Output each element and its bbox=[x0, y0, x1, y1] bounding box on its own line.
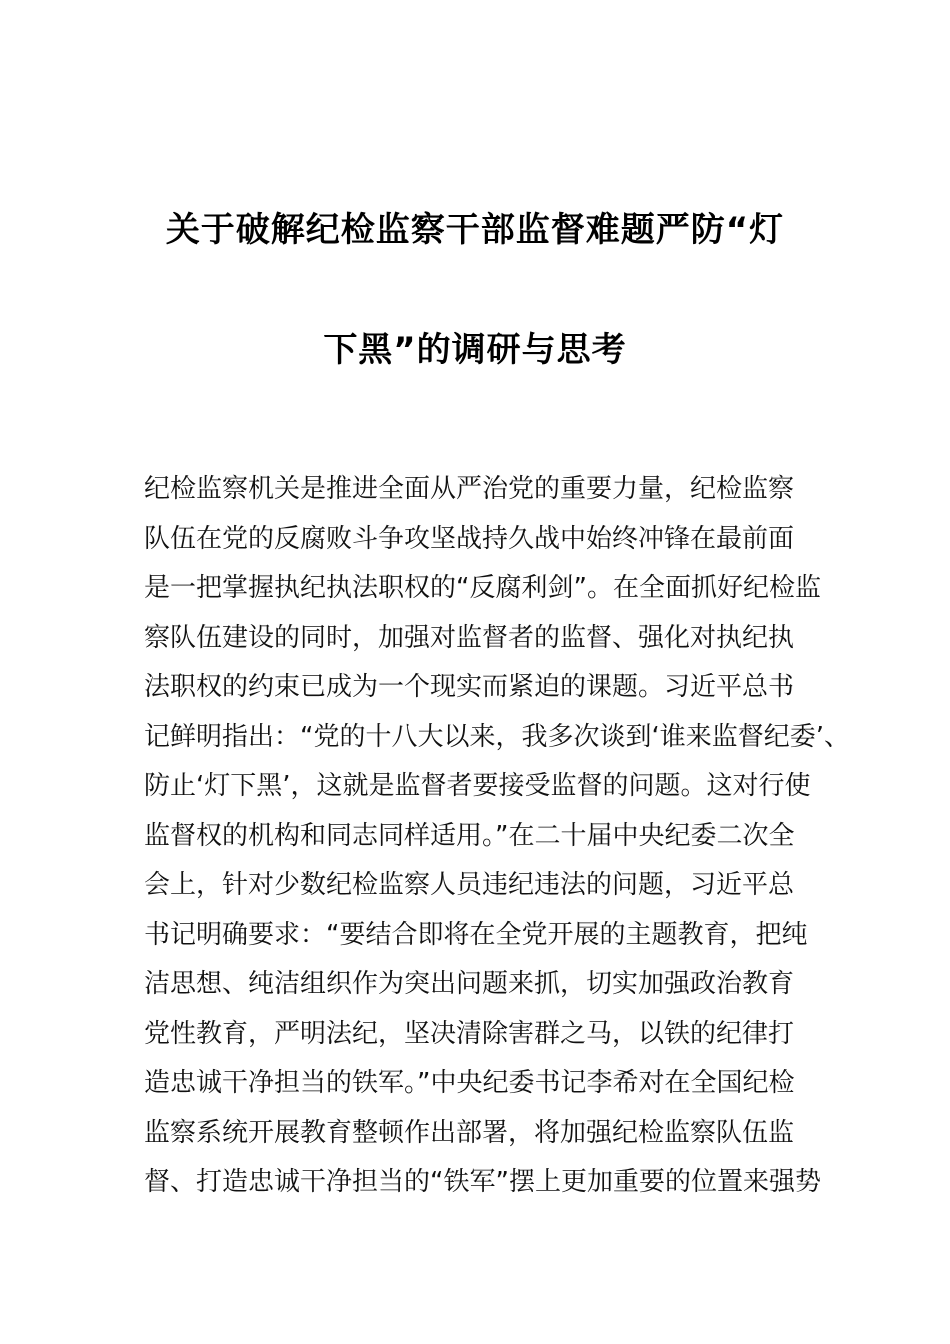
body-line: 书记明确要求：“要结合即将在全党开展的主题教育，把纯 bbox=[144, 919, 808, 950]
document-title-line-1: 关于破解纪检监察干部监督难题严防“灯 bbox=[165, 210, 785, 250]
body-line: 监督权的机构和同志同样适用。”在二十届中央纪委二次全 bbox=[144, 820, 795, 851]
document-body bbox=[144, 465, 850, 1208]
body-line: 监察系统开展教育整顿作出部署，将加强纪检监察队伍监 bbox=[144, 1117, 795, 1148]
body-line: 是一把掌握执纪执法职权的“反腐利剑”。在全面抓好纪检监 bbox=[144, 573, 821, 603]
body-line: 督、打造忠诚干净担当的“铁军”摆上更加重要的位置来强势 bbox=[144, 1167, 821, 1197]
body-line: 会上，针对少数纪检监察人员违纪违法的问题，习近平总 bbox=[144, 870, 795, 900]
body-line: 法职权的约束已成为一个现实而紧迫的课题。习近平总书 bbox=[144, 672, 795, 702]
body-line: 防止‘灯下黑’，这就是监督者要接受监督的问题。这对行使 bbox=[144, 771, 811, 801]
body-line: 党性教育，严明法纪，坚决清除害群之马，以铁的纪律打 bbox=[144, 1018, 795, 1049]
body-line: 察队伍建设的同时，加强对监督者的监督、强化对执纪执 bbox=[144, 622, 795, 653]
body-line: 记鲜明指出：“党的十八大以来，我多次谈到‘谁来监督纪委’、 bbox=[144, 721, 850, 752]
body-line: 纪检监察机关是推进全面从严治党的重要力量，纪检监察 bbox=[144, 474, 795, 504]
body-line: 洁思想、纯洁组织作为突出问题来抓，切实加强政治教育 bbox=[144, 969, 795, 999]
body-line: 队伍在党的反腐败斗争攻坚战持久战中始终冲锋在最前面 bbox=[144, 523, 795, 554]
body-line: 造忠诚干净担当的铁军。”中央纪委书记李希对在全国纪检 bbox=[144, 1068, 795, 1098]
document-title-line-2: 下黑”的调研与思考 bbox=[323, 330, 627, 370]
